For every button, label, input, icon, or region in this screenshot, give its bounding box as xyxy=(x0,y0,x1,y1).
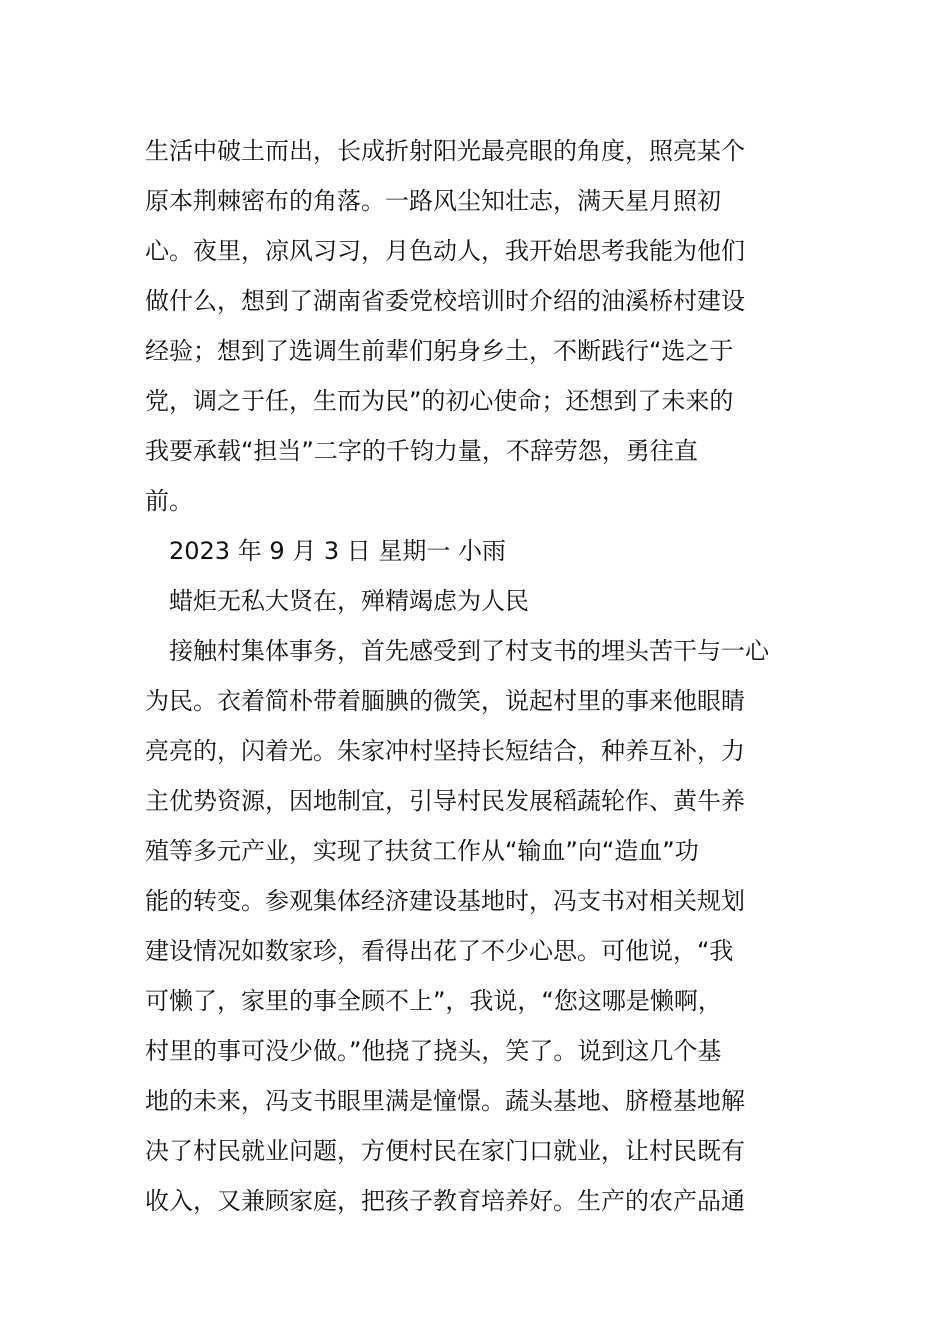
text-line: 党，调之于任，生而为民”的初心使命；还想到了未来的 xyxy=(145,387,734,415)
text-line: 建设情况如数家珍，看得出花了不少心思。可他说，“我 xyxy=(145,937,734,965)
section-heading: 蜡炬无私大贤在，殚精竭虑为人民 xyxy=(169,587,529,615)
text-line: 殖等多元产业，实现了扶贫工作从“输血”向“造血”功 xyxy=(145,837,699,865)
text-line: 我要承载“担当”二字的千钧力量，不辞劳怨，勇往直 xyxy=(145,437,698,465)
text-line: 前。 xyxy=(145,487,193,515)
text-line: 原本荆棘密布的角落。一路风尘知壮志，满天星月照初 xyxy=(145,187,721,215)
text-line: 经验；想到了选调生前辈们躬身乡土，不断践行“选之于 xyxy=(145,337,734,365)
text-line: 心。夜里，凉风习习，月色动人，我开始思考我能为他们 xyxy=(145,237,745,265)
text-line: 主优势资源，因地制宜，引导村民发展稻蔬轮作、黄牛养 xyxy=(145,787,745,815)
text-line: 为民。衣着简朴带着腼腆的微笑，说起村里的事来他眼睛 xyxy=(145,687,745,715)
text-line: 做什么，想到了湖南省委党校培训时介绍的油溪桥村建设 xyxy=(145,287,745,315)
text-line: 能的转变。参观集体经济建设基地时，冯支书对相关规划 xyxy=(145,887,745,915)
diary-date-heading: 2023 年 9 月 3 日 星期一 小雨 xyxy=(169,537,507,565)
text-line: 收入，又兼顾家庭，把孩子教育培养好。生产的农产品通 xyxy=(145,1187,745,1215)
text-line: 可懒了，家里的事全顾不上”，我说，“您这哪是懒啊， xyxy=(145,987,722,1015)
text-line: 接触村集体事务，首先感受到了村支书的埋头苦干与一心 xyxy=(169,637,769,665)
text-line: 亮亮的，闪着光。朱家冲村坚持长短结合，种养互补，力 xyxy=(145,737,745,765)
text-line: 村里的事可没少做。”他挠了挠头，笑了。说到这几个基 xyxy=(145,1037,722,1065)
text-line: 地的未来，冯支书眼里满是憧憬。蔬头基地、脐橙基地解 xyxy=(145,1087,745,1115)
text-line: 生活中破土而出，长成折射阳光最亮眼的角度，照亮某个 xyxy=(145,137,745,165)
body-text xyxy=(145,126,810,1226)
text-line: 决了村民就业问题，方便村民在家门口就业，让村民既有 xyxy=(145,1137,745,1165)
